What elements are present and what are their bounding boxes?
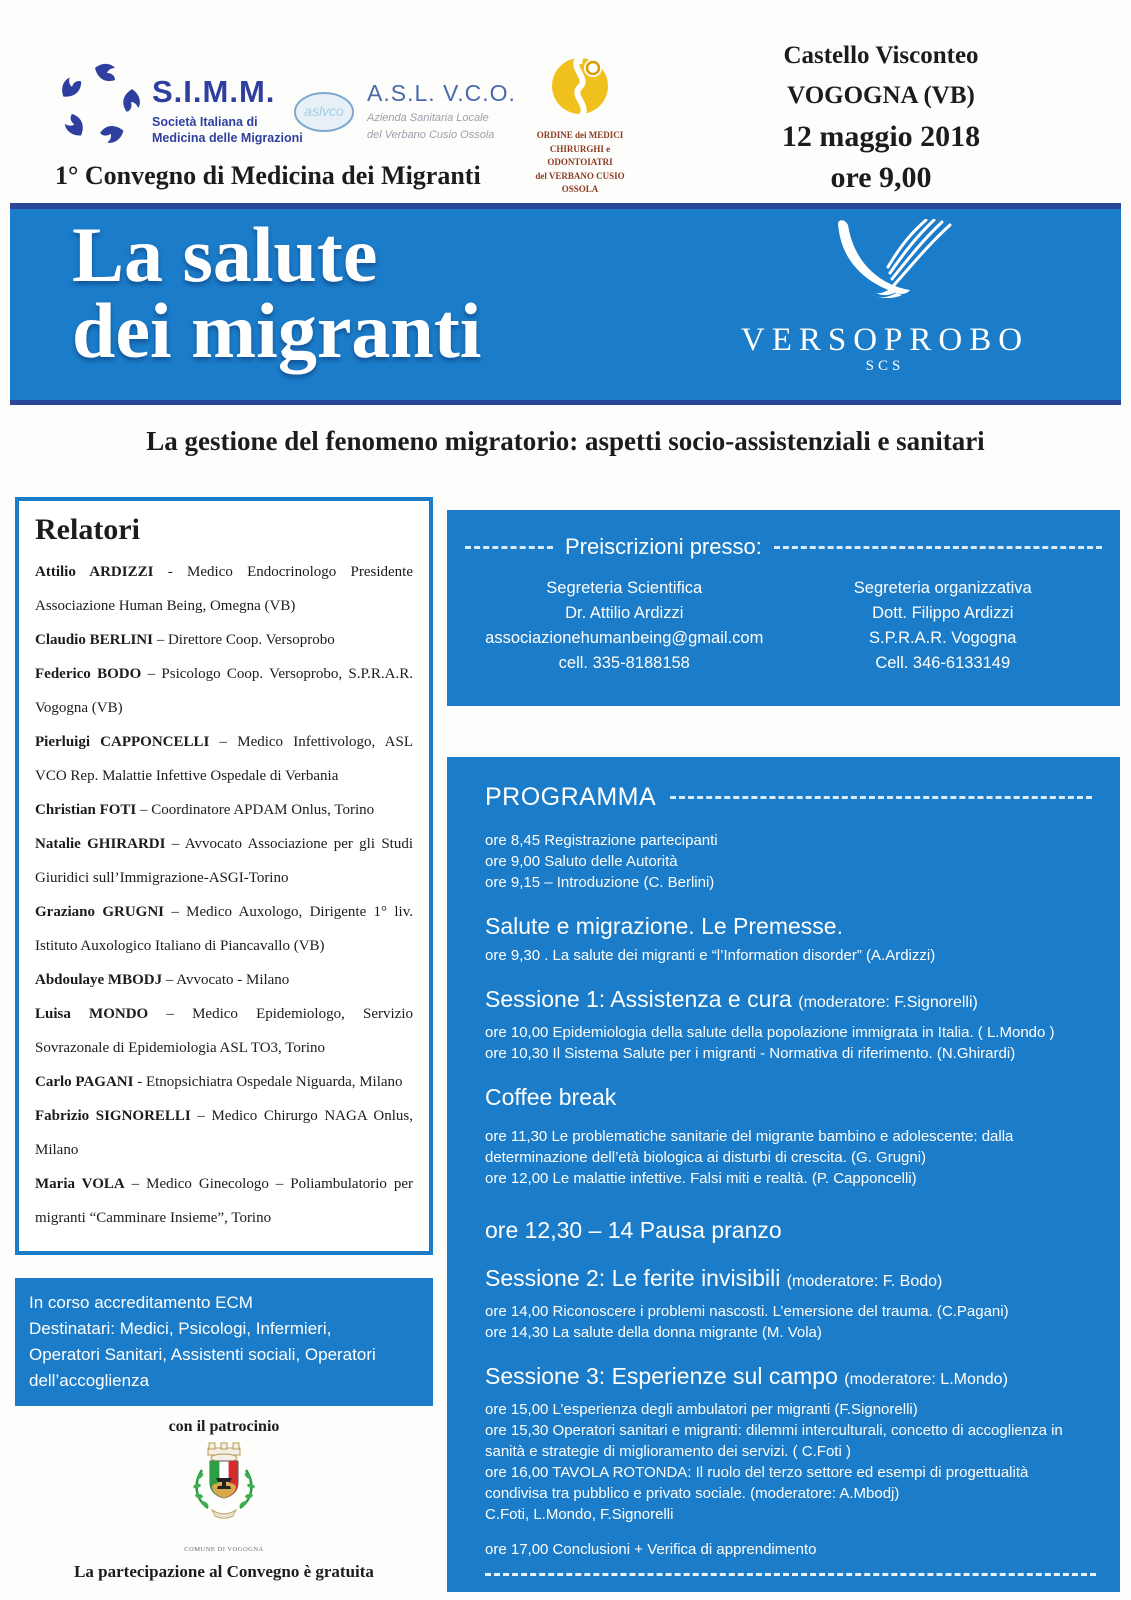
dashed-divider <box>465 546 553 549</box>
dashed-divider <box>774 546 1102 549</box>
speaker-item <box>35 725 413 793</box>
patronage-label: con il patrocinio <box>168 1418 280 1435</box>
speaker-role: – Avvocato - Milano <box>165 972 290 988</box>
program-line: ore 15,00 L’esperienza degli ambulatori per migranti (F.Signorelli) <box>485 1401 918 1418</box>
program-block <box>485 1263 1092 1343</box>
program-line: ore 10,30 Il Sistema Salute per i migranti - Normativa di riferimento. (N.Ghirardi) <box>485 1045 1016 1062</box>
session-heading-text: Sessione 3: Esperienze sul campo <box>485 1363 838 1389</box>
program-block <box>485 1126 1092 1189</box>
program-line: ore 8,45 Registrazione partecipanti <box>485 832 718 849</box>
ordine-medici-icon <box>546 109 614 126</box>
ecm-line: In corso accreditamento ECM <box>29 1293 253 1312</box>
speaker-name: Fabrizio SIGNORELLI <box>35 1108 191 1124</box>
secretariat-person: Dr. Attilio Ardizzi <box>565 604 684 622</box>
event-city: VOGOGNA (VB) <box>787 82 975 109</box>
speaker-name: Maria VOLA <box>35 1176 125 1192</box>
secretariat-title: Segreteria Scientifica <box>546 579 703 597</box>
session-heading: Salute e migrazione. Le Premesse. <box>485 913 843 939</box>
speaker-role: – Direttore Coop. Versoprobo <box>156 632 335 648</box>
speaker-name: Pierluigi CAPPONCELLI <box>35 734 210 750</box>
secretariat-phone: cell. 335-8188158 <box>558 654 690 672</box>
program-line: ore 9,00 Saluto delle Autorità <box>485 853 678 870</box>
program-line: ore 11,30 Le problematiche sanitarie del migrante bambino e adolescente: dalla determinazione dell’età biologica ai disturbi di crescita. (G. Grugni) <box>485 1128 1014 1166</box>
registration-title: Preiscrizioni presso: <box>565 534 762 559</box>
program-block <box>485 984 1092 1064</box>
ecm-accreditation-box <box>15 1278 433 1406</box>
session-moderator-note: (moderatore: F. Bodo) <box>786 1273 943 1290</box>
program-block <box>485 830 1092 893</box>
versoprobo-scs: SCS <box>865 358 905 374</box>
ecm-line: Destinatari: Medici, Psicologi, Infermieri, <box>29 1319 332 1338</box>
ordine-caption-line3: del VERBANO CUSIO OSSOLA <box>535 170 625 194</box>
asl-subtitle-line2: del Verbano Cusio Ossola <box>367 128 495 141</box>
speaker-name: Natalie GHIRARDI <box>35 836 166 852</box>
session-heading: Coffee break <box>485 1084 617 1110</box>
speaker-role: – Coordinatore APDAM Onlus, Torino <box>140 802 375 818</box>
program-block <box>485 1082 1092 1112</box>
speaker-item <box>35 657 413 725</box>
program-line: ore 14,30 La salute della donna migrante (M. Vola) <box>485 1324 822 1341</box>
vogogna-coat-of-arms-icon <box>15 1440 433 1545</box>
organizing-secretariat <box>784 576 1103 676</box>
speaker-name: Attilio ARDIZZI <box>35 564 154 580</box>
speaker-item <box>35 963 413 997</box>
speaker-role: – Medico Ginecologo – Poliambulatorio per migranti “Camminare Insieme”, Torino <box>35 1176 414 1226</box>
versoprobo-hands-icon <box>810 302 960 319</box>
asl-badge-text: aslvco <box>304 102 344 119</box>
poster-title <box>72 211 482 375</box>
event-info <box>726 36 1036 198</box>
speaker-name: Claudio BERLINI <box>35 632 153 648</box>
coat-of-arms-caption: COMUNE DI VOGOGNA <box>184 1546 264 1553</box>
registration-panel <box>447 510 1120 706</box>
speaker-name: Luisa MONDO <box>35 1006 149 1022</box>
session-heading <box>485 1263 1092 1297</box>
dashed-divider <box>485 1573 1096 1576</box>
poster-subtitle: La gestione del fenomeno migratorio: aspetti socio-assistenziali e sanitari <box>146 426 985 456</box>
program-line: C.Foti, L.Mondo, F.Signorelli <box>485 1506 674 1523</box>
program-block <box>485 1539 1092 1560</box>
speaker-name: Christian FOTI <box>35 802 137 818</box>
speaker-item <box>35 1065 413 1099</box>
asl-subtitle-line1: Azienda Sanitaria Locale <box>367 112 489 124</box>
speaker-name: Federico BODO <box>35 666 142 682</box>
speaker-role: – Medico Auxologo, Dirigente 1° liv. Istituto Auxologico Italiano di Piancavallo (VB) <box>35 904 414 954</box>
program-title: PROGRAMMA <box>485 783 657 811</box>
secretariat-phone: Cell. 346-6133149 <box>875 654 1011 672</box>
program-block <box>485 1361 1092 1525</box>
speaker-item <box>35 793 413 827</box>
program-line: ore 9,30 . La salute dei migranti e “l’Information disorder” (A.Ardizzi) <box>485 947 936 964</box>
secretariat-title: Segreteria organizzativa <box>853 579 1032 597</box>
patronage-section <box>15 1418 433 1582</box>
simm-subtitle-line2: Medicina delle Migrazioni <box>152 131 303 146</box>
speaker-item <box>35 623 413 657</box>
ordine-caption-line2: CHIRURGHI e ODONTOIATRI <box>547 143 613 167</box>
speaker-item <box>35 895 413 963</box>
speaker-name: Graziano GRUGNI <box>35 904 164 920</box>
scientific-secretariat <box>465 576 784 676</box>
program-line: ore 16,00 TAVOLA ROTONDA: Il ruolo del terzo settore ed esempi di progettualità condivisa tra pubblico e privato sociale. (moderatore: A.Mbodj) <box>485 1464 1029 1502</box>
versoprobo-logo <box>715 219 1055 375</box>
speaker-role: – Medico Chirurgo NAGA Onlus, Milano <box>35 1108 414 1158</box>
simm-subtitle-line1: Società Italiana di <box>152 115 258 129</box>
program-line: ore 10,00 Epidemiologia della salute della popolazione immigrata in Italia. ( L.Mondo ) <box>485 1024 1055 1041</box>
dashed-divider <box>670 796 1092 799</box>
event-time: ore 9,00 <box>830 161 932 194</box>
program-block <box>485 911 1092 966</box>
ecm-line: dell’accoglienza <box>29 1371 150 1390</box>
speaker-name: Abdoulaye MBODJ <box>35 972 163 988</box>
speaker-role: - Etnopsichiatra Ospedale Niguarda, Milano <box>137 1074 403 1090</box>
program-line: ore 12,00 Le malattie infettive. Falsi miti e realtà. (P. Capponcelli) <box>485 1170 917 1187</box>
speaker-role: – Medico Infettivologo, ASL VCO Rep. Malattie Infettive Ospedale di Verbania <box>35 734 413 784</box>
convegno-kicker: 1° Convegno di Medicina dei Migranti <box>55 161 481 190</box>
program-line: ore 15,30 Operatori sanitari e migranti: dilemmi interculturali, concetto di accoglienza in sanità e strategie di miglioramento dei servizi. ( C.Foti ) <box>485 1422 1063 1460</box>
poster-title-line1: La salute <box>72 211 378 298</box>
speaker-item <box>35 827 413 895</box>
secretariat-person: Dott. Filippo Ardizzi <box>872 604 1014 622</box>
speakers-title: Relatori <box>35 513 140 546</box>
session-moderator-note: (moderatore: L.Mondo) <box>844 1371 1008 1388</box>
speakers-panel <box>15 497 433 1255</box>
program-line: ore 9,15 – Introduzione (C. Berlini) <box>485 874 715 891</box>
program-line: ore 17,00 Conclusioni + Verifica di apprendimento <box>485 1541 817 1558</box>
ecm-line: Operatori Sanitari, Assistenti sociali, Operatori <box>29 1345 376 1364</box>
speaker-item <box>35 997 413 1065</box>
program-block <box>485 1215 1092 1245</box>
speaker-role: – Avvocato Associazione per gli Studi Giuridici sull’Immigrazione-ASGI-Torino <box>35 836 413 886</box>
session-heading <box>485 1361 1092 1395</box>
speaker-role: – Medico Epidemiologo, Servizio Sovrazonale di Epidemiologia ASL TO3, Torino <box>35 1006 413 1056</box>
asl-name: A.S.L. V.C.O. <box>367 80 516 106</box>
secretariat-org: S.P.R.A.R. Vogogna <box>869 629 1017 647</box>
asl-vco-logo <box>293 80 516 143</box>
speaker-item <box>35 1167 413 1235</box>
simm-name: S.I.M.M. <box>152 74 276 109</box>
free-participation-note: La partecipazione al Convegno è gratuita <box>74 1562 374 1581</box>
asl-oval-icon <box>293 90 355 134</box>
session-heading-text: Sessione 2: Le ferite invisibili <box>485 1265 781 1291</box>
session-moderator-note: (moderatore: F.Signorelli) <box>798 994 978 1011</box>
event-venue: Castello Visconteo <box>783 42 979 69</box>
speaker-role: - Medico Endocrinologo Presidente Associazione Human Being, Omegna (VB) <box>35 564 413 614</box>
title-banner <box>10 203 1121 405</box>
speaker-name: Carlo PAGANI <box>35 1074 134 1090</box>
program-line: ore 14,00 Riconoscere i problemi nascosti. L’emersione del trauma. (C.Pagani) <box>485 1303 1009 1320</box>
session-heading: ore 12,30 – 14 Pausa pranzo <box>485 1217 782 1243</box>
speaker-role: – Psicologo Coop. Versoprobo, S.P.R.A.R. Vogogna (VB) <box>35 666 413 716</box>
versoprobo-name: VERSOPROBO <box>740 322 1030 358</box>
poster-title-line2: dei migranti <box>72 287 482 375</box>
speaker-item <box>35 555 413 623</box>
secretariat-email: associazionehumanbeing@gmail.com <box>485 629 764 647</box>
event-date: 12 maggio 2018 <box>781 120 981 153</box>
simm-logo <box>56 60 303 153</box>
ordine-medici-logo <box>518 52 642 197</box>
speaker-item <box>35 1099 413 1167</box>
ordine-caption-line1: ORDINE dei MEDICI <box>536 130 624 140</box>
session-heading-text: Sessione 1: Assistenza e cura <box>485 986 792 1012</box>
simm-birds-icon <box>56 60 142 153</box>
program-panel <box>447 757 1120 1592</box>
session-heading <box>485 984 1092 1018</box>
